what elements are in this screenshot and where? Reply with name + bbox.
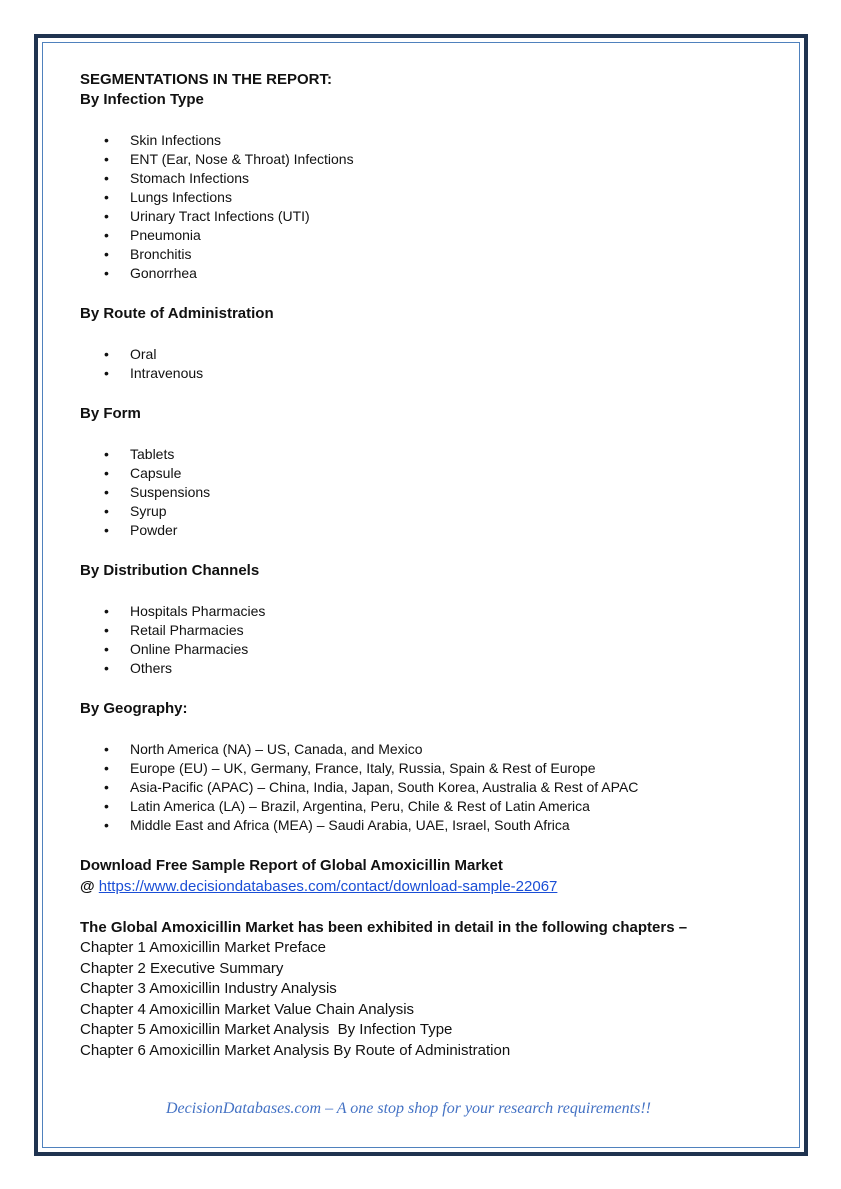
chapter-item: Chapter 3 Amoxicillin Industry Analysis — [80, 980, 337, 998]
list-item: • Latin America (LA) – Brazil, Argentina, Peru, Chile & Rest of Latin America — [80, 797, 780, 816]
chapter-item: Chapter 4 Amoxicillin Market Value Chain Analysis — [80, 1000, 415, 1018]
document-body — [80, 70, 780, 1062]
section-title-geography: By Geography: — [80, 700, 188, 717]
chapter-item: Chapter 1 Amoxicillin Market Preface — [80, 939, 326, 956]
list-item: • Gonorrhea — [80, 264, 780, 283]
chapter-item: Chapter 5 Amoxicillin Market Analysis By Infection Type — [80, 1021, 453, 1039]
list-item: • Others — [80, 659, 780, 678]
chapters-title: The Global Amoxicillin Market has been exhibited in detail in the following chapters – — [80, 919, 688, 936]
form-list — [80, 445, 780, 540]
list-item: • Bronchitis — [80, 245, 780, 264]
download-title: Download Free Sample Report of Global Amoxicillin Market — [80, 857, 503, 874]
list-item: • Stomach Infections — [80, 169, 780, 188]
section-title-form: By Form — [80, 405, 141, 422]
list-item: • Oral — [80, 345, 780, 364]
list-item: • Powder — [80, 521, 780, 540]
list-item: • Pneumonia — [80, 226, 780, 245]
list-item: • Retail Pharmacies — [80, 621, 780, 640]
section-title-distribution: By Distribution Channels — [80, 562, 260, 579]
footer-tagline — [0, 1100, 841, 1118]
infection-type-list — [80, 131, 780, 283]
chapter-item: Chapter 6 Amoxicillin Market Analysis By Route of Administration — [80, 1041, 511, 1059]
chapter-list — [80, 938, 780, 1062]
at-symbol: @ — [80, 878, 99, 895]
list-item: • Asia-Pacific (APAC) – China, India, Japan, South Korea, Australia & Rest of APAC — [80, 778, 780, 797]
list-item: • Tablets — [80, 445, 780, 464]
list-item: • North America (NA) – US, Canada, and Mexico — [80, 740, 780, 759]
segmentations-title: SEGMENTATIONS IN THE REPORT: — [80, 71, 332, 88]
footer-text: DecisionDatabases.com – A one stop shop for your research requirements!! — [166, 1100, 651, 1117]
section-title-route: By Route of Administration — [80, 305, 274, 322]
list-item: • Suspensions — [80, 483, 780, 502]
list-item: • Online Pharmacies — [80, 640, 780, 659]
list-item: • Lungs Infections — [80, 188, 780, 207]
route-list — [80, 345, 780, 383]
list-item: • Urinary Tract Infections (UTI) — [80, 207, 780, 226]
list-item: • Skin Infections — [80, 131, 780, 150]
download-link-line — [80, 876, 780, 897]
list-item: • Capsule — [80, 464, 780, 483]
list-item: • Middle East and Africa (MEA) – Saudi Arabia, UAE, Israel, South Africa — [80, 816, 780, 835]
chapter-item: Chapter 2 Executive Summary — [80, 959, 284, 977]
distribution-list — [80, 602, 780, 678]
list-item: • Hospitals Pharmacies — [80, 602, 780, 621]
list-item: • Intravenous — [80, 364, 780, 383]
geography-list — [80, 740, 780, 835]
section-title-infection-type: By Infection Type — [80, 91, 204, 108]
list-item: • Syrup — [80, 502, 780, 521]
list-item: • ENT (Ear, Nose & Throat) Infections — [80, 150, 780, 169]
list-item: • Europe (EU) – UK, Germany, France, Italy, Russia, Spain & Rest of Europe — [80, 759, 780, 778]
download-sample-link[interactable]: https://www.decisiondatabases.com/contact/download-sample-22067 — [98, 878, 558, 895]
